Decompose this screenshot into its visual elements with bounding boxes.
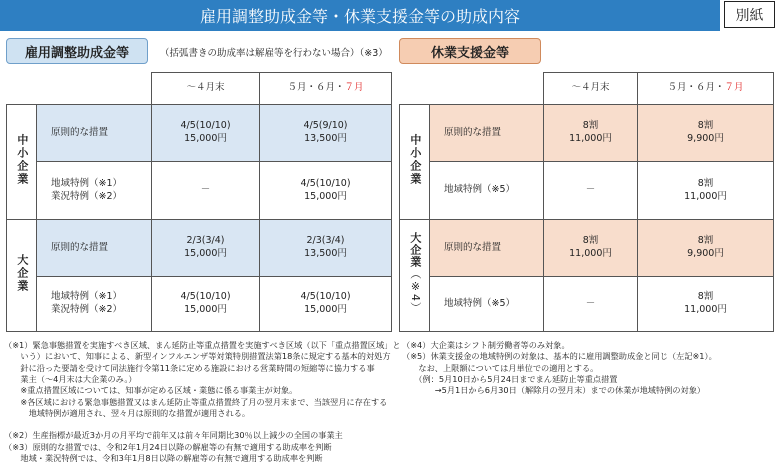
footnotes-left: （※1）緊急事態措置を実施すべき区域、まん延防止等重点措置を実施すべき区域（以下「重点措置区域」と いう）において、知事による、新型インフルエンザ等対策特別措置法第18条に規定する基本的対処方 針に沿った要請を受けて同法施行令第11条に定める施設における営業時間の短縮等に協力する事 業主（～4月末は大企業のみ。） ※重点措置区域については、知事が定める区域・業態に係る事業主が対象。 ※各区域における緊急事態措置又はまん延防止等重点措置終了月の翌月末まで、当該翌月に存在する 地域特例が適用され、翌々月は原則的な措置が適用される。 （※2）生産指標が最近3か月の月平均で前年又は前々年同期比30％以上減少の全国の事業主 （※3）原則的な措置では、令和2年1月24日以降の解雇等の有無で適用する助成率を判断 地域・業況特例では、令和3年1月8日以降の解雇等の有無で適用する助成率を判断 (4, 340, 401, 463)
table-header-row (400, 73, 774, 105)
row-label: 原則的な措置 (37, 220, 152, 277)
table-row (7, 105, 392, 162)
cell-value: 4/5(10/10) 15,000円 (152, 277, 260, 332)
cell-value: 2/3(3/4) 13,500円 (260, 220, 392, 277)
cell-value: 8割 9,900円 (638, 220, 774, 277)
row-label: 地域特例（※1） 業況特例（※2） (37, 162, 152, 220)
cell-value: 8割 11,000円 (544, 220, 638, 277)
leave-support-table (399, 72, 774, 332)
cell-value: 8割 11,000円 (638, 162, 774, 220)
cell-value: 4/5(10/10) 15,000円 (260, 162, 392, 220)
table-row (7, 277, 392, 332)
group-sme: 中小企業 (7, 105, 37, 220)
row-label: 地域特例（※5） (430, 277, 544, 332)
col-may-jun-jul: ５月・６月・７月 (260, 73, 392, 105)
leave-support-header: 休業支援金等 (399, 38, 541, 64)
employment-adjustment-header: 雇用調整助成金等 (6, 38, 148, 64)
page-title: 雇用調整助成金等・休業支援金等の助成内容 (0, 0, 720, 31)
table-row (400, 105, 774, 162)
row-label: 原則的な措置 (37, 105, 152, 162)
table-row (7, 220, 392, 277)
table-header-row (7, 73, 392, 105)
col-until-april: ～４月末 (544, 73, 638, 105)
table-row (400, 220, 774, 277)
table-row (400, 162, 774, 220)
row-label: 原則的な措置 (430, 105, 544, 162)
table-row (7, 162, 392, 220)
cell-value: － (544, 277, 638, 332)
group-large: 大企業（※4） (400, 220, 430, 332)
attachment-label: 別紙 (724, 1, 775, 28)
employment-adjustment-table (6, 72, 392, 332)
parenthesis-note: （括弧書きの助成率は解雇等を行わない場合）（※3） (160, 48, 388, 59)
row-label: 地域特例（※1） 業況特例（※2） (37, 277, 152, 332)
cell-value: 2/3(3/4) 15,000円 (152, 220, 260, 277)
group-sme: 中小企業 (400, 105, 430, 220)
group-large: 大企業 (7, 220, 37, 332)
cell-value: － (544, 162, 638, 220)
col-may-jun-jul: ５月・６月・７月 (638, 73, 774, 105)
cell-value: 4/5(9/10) 13,500円 (260, 105, 392, 162)
table-row (400, 277, 774, 332)
row-label: 原則的な措置 (430, 220, 544, 277)
cell-value: 8割 11,000円 (638, 277, 774, 332)
row-label: 地域特例（※5） (430, 162, 544, 220)
cell-value: 8割 11,000円 (544, 105, 638, 162)
footnotes-right: （※4）大企業はシフト制労働者等のみ対象。 （※5）休業支援金の地域特例の対象は、基本的に雇用調整助成金と同じ（左記※1）。 なお、上限額については月単位での適用とする。 （例：5月10日から5月24日までまん延防止等重点措置 →5月1日から6月30日（解除月の翌月末）までの休業が地域特例の対象） (402, 340, 717, 396)
cell-value: － (152, 162, 260, 220)
cell-value: 4/5(10/10) 15,000円 (152, 105, 260, 162)
col-until-april: ～４月末 (152, 73, 260, 105)
cell-value: 8割 9,900円 (638, 105, 774, 162)
cell-value: 4/5(10/10) 15,000円 (260, 277, 392, 332)
